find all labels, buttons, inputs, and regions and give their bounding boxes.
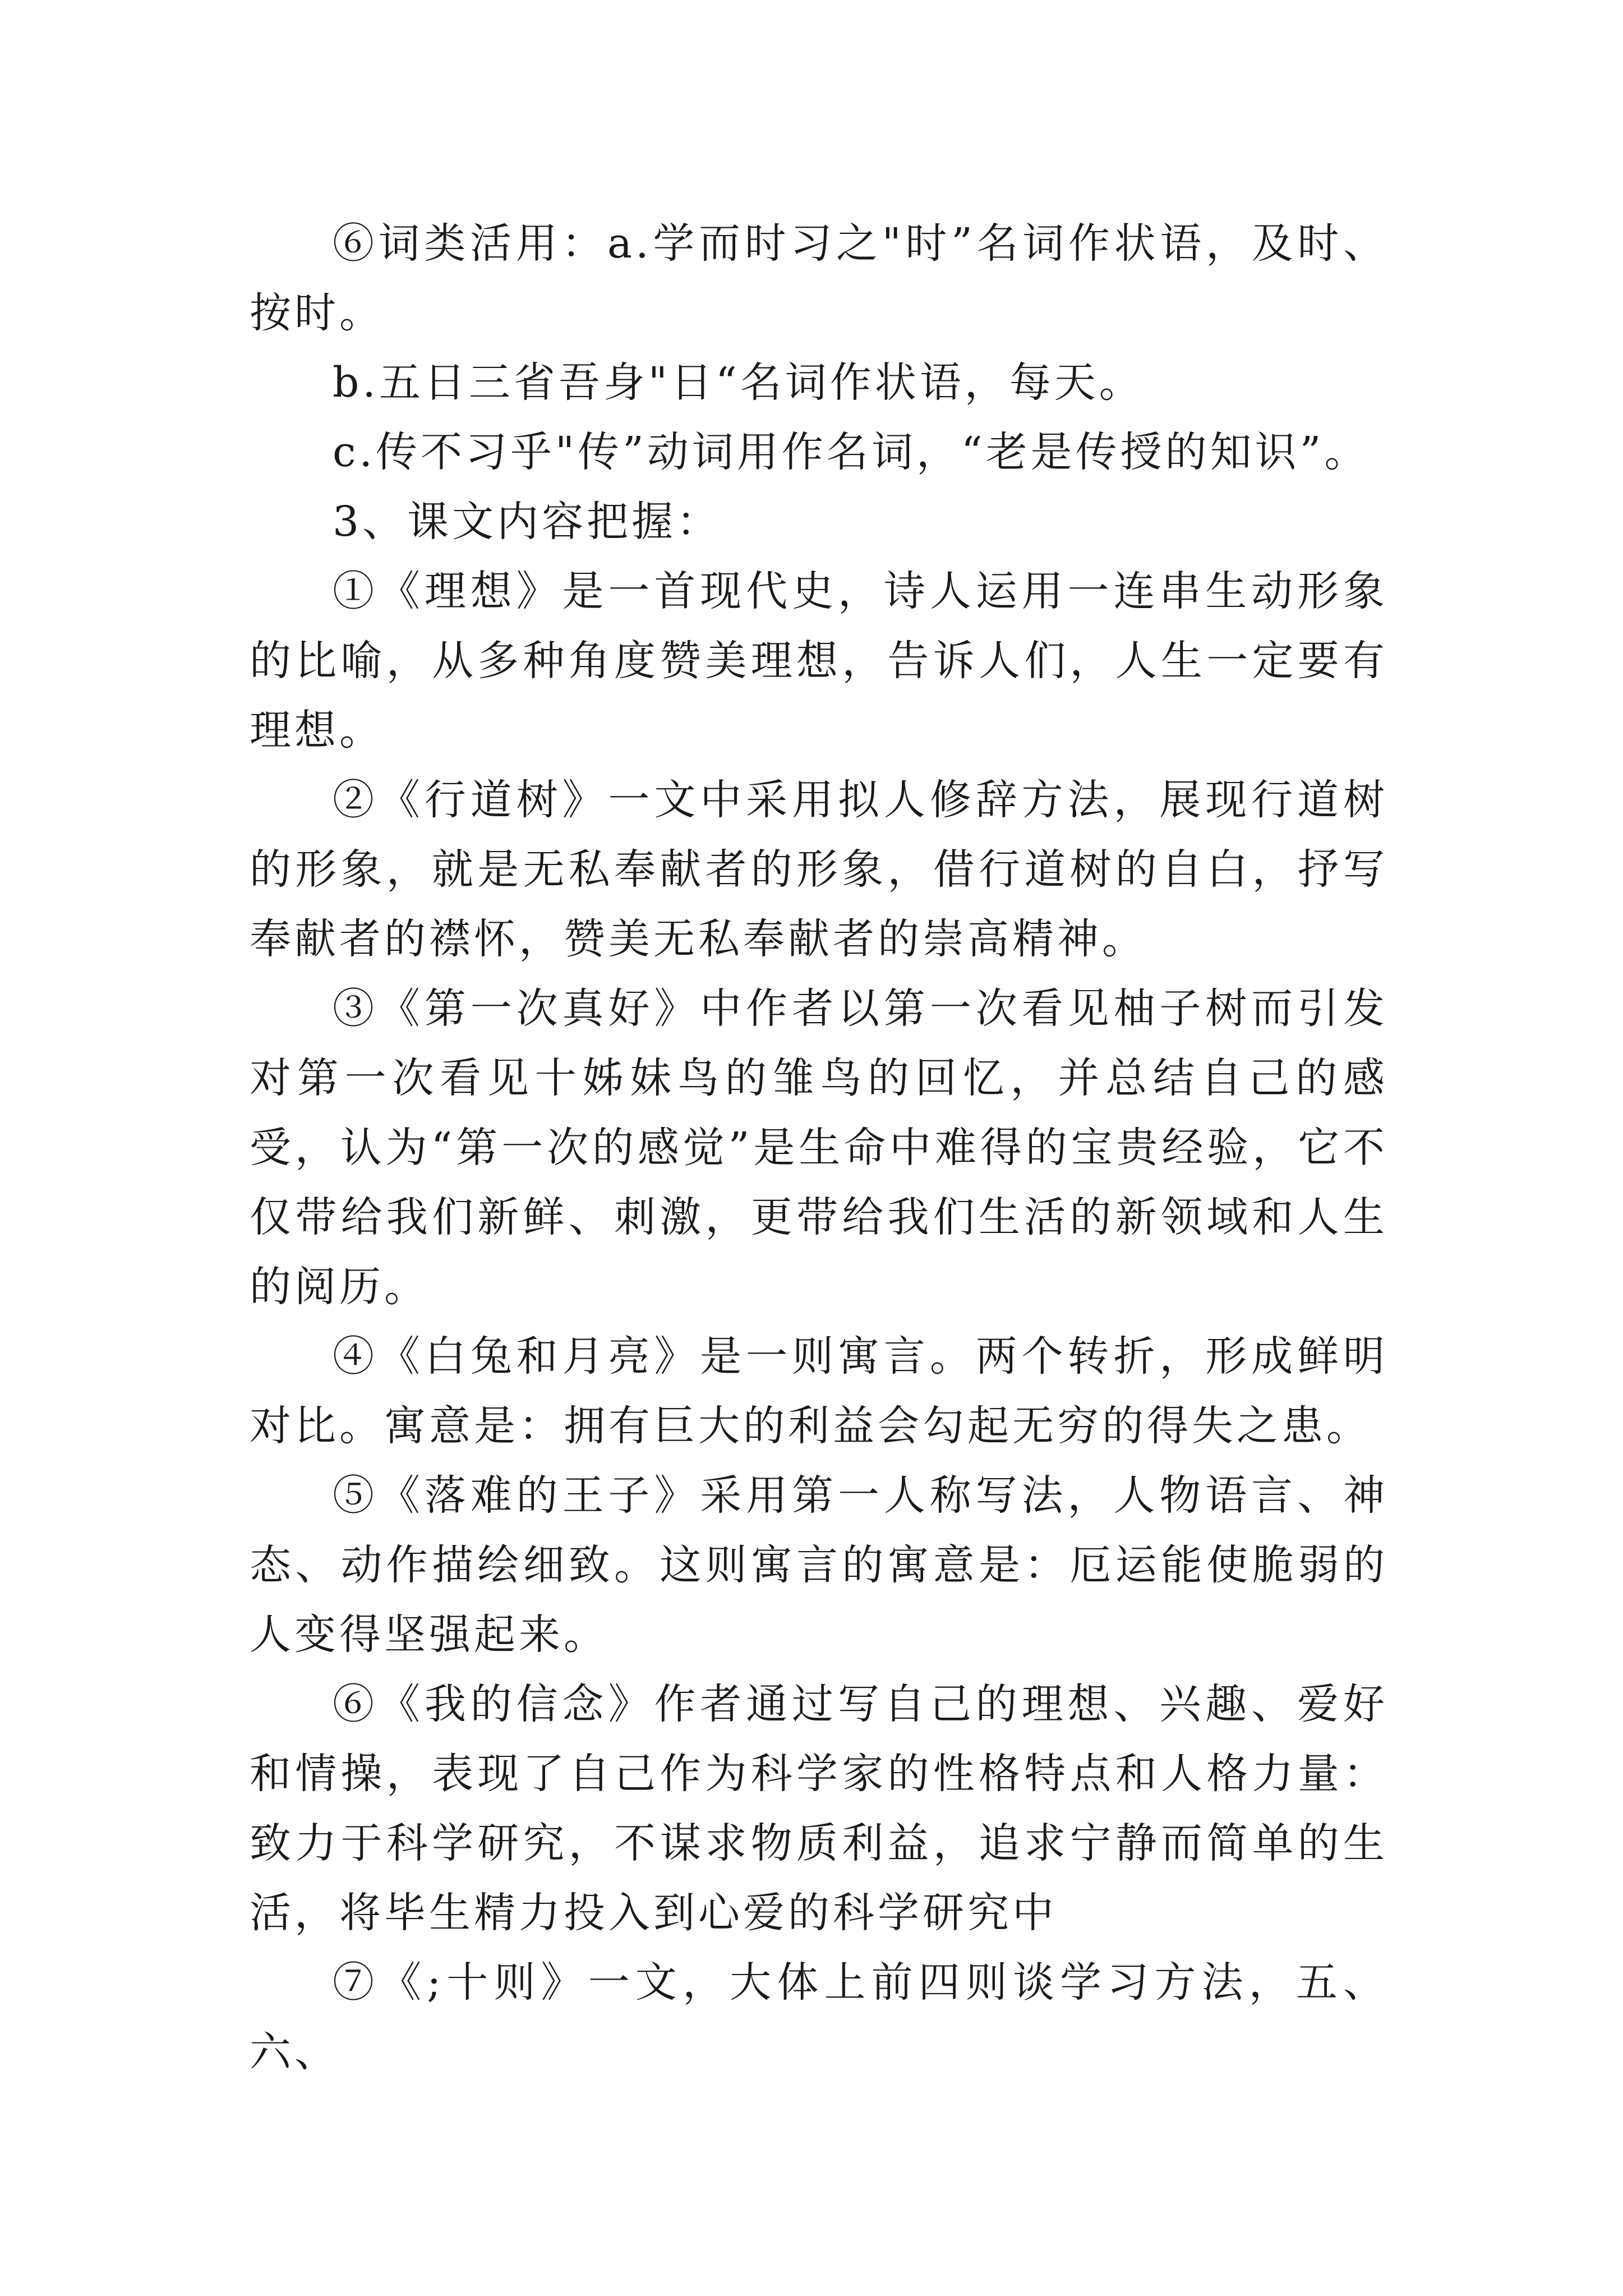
paragraph-first-time: ③《第一次真好》中作者以第一次看见柚子树而引发对第一次看见十姊妹鸟的雏鸟的回忆，并总结自己的感受，认为“第一次的感觉”是生命中难得的宝贵经验，它不仅带给我们新鲜、刺激，更带给我们生活的新领域和人生的阅历。	[250, 984, 1388, 1311]
paragraph-ideal: ①《理想》是一首现代史，诗人运用一连串生动形象的比喻，从多种角度赞美理想，告诉人们，人生一定要有理想。	[250, 567, 1388, 754]
document-body	[250, 209, 1388, 2087]
paragraph-example-b: b.五日三省吾身"日“名词作状语，每天。	[333, 358, 1144, 407]
paragraph-ten-rules: ⑦《;十则》一文，大体上前四则谈学习方法，五、六、	[250, 1958, 1388, 2076]
paragraph-street-tree: ②《行道树》一文中采用拟人修辞方法，展现行道树的形象，就是无私奉献者的形象，借行道树的自白，抒写奉献者的襟怀，赞美无私奉献者的崇高精神。	[250, 776, 1388, 963]
paragraph-rabbit-moon: ④《白兔和月亮》是一则寓言。两个转折，形成鲜明对比。寓意是：拥有巨大的利益会勾起无穷的得失之患。	[250, 1332, 1388, 1450]
paragraph-word-class-usage: ⑥词类活用：a.学而时习之"时”名词作状语，及时、按时。	[250, 219, 1388, 337]
paragraph-example-c: c.传不习乎"传”动词用作名词，“老是传授的知识”。	[333, 428, 1370, 476]
section-heading-content: 3、课文内容把握：	[333, 498, 722, 546]
paragraph-fallen-prince: ⑤《落难的王子》采用第一人称写法，人物语言、神态、动作描绘细致。这则寓言的寓意是：厄运能使脆弱的人变得坚强起来。	[250, 1471, 1388, 1659]
paragraph-my-belief: ⑥《我的信念》作者通过写自己的理想、兴趣、爱好和情操，表现了自己作为科学家的性格特点和人格力量：致力于科学研究，不谋求物质利益，追求宁静而简单的生活，将毕生精力投入到心爱的科学研究中	[250, 1680, 1388, 1937]
